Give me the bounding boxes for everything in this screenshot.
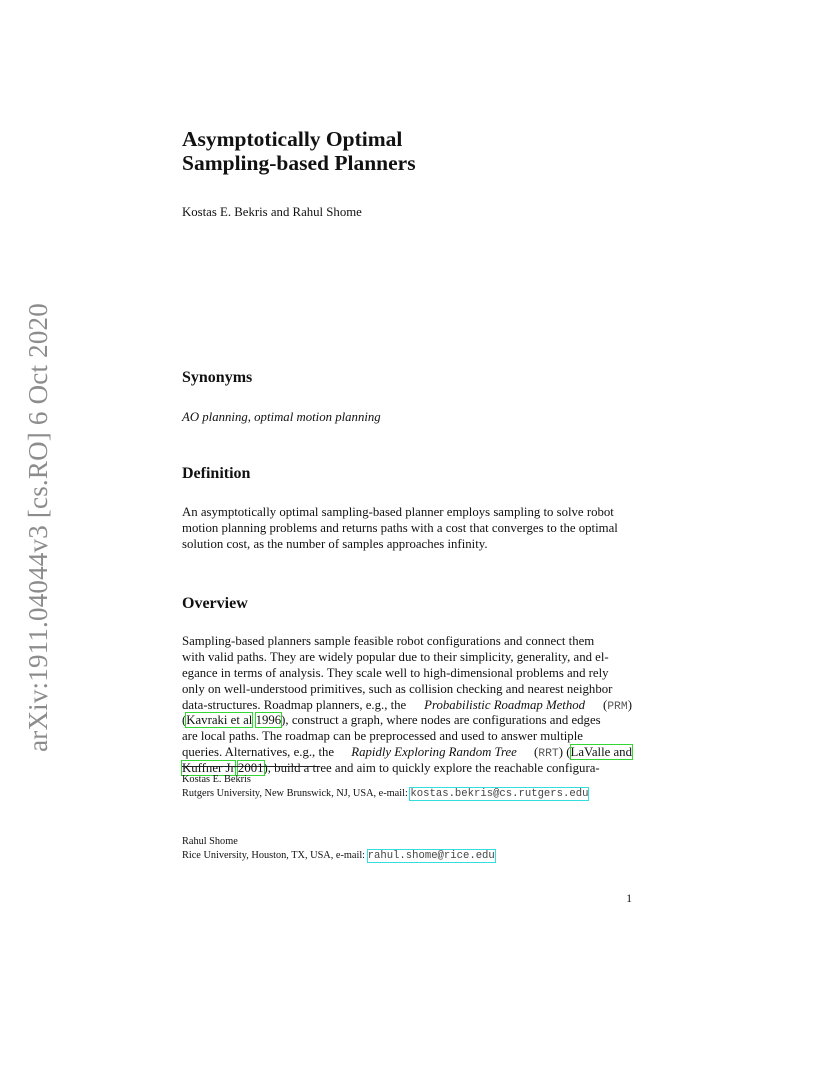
citation-lavalle-link[interactable]: LaValle and [570,745,632,760]
definition-paragraph [182,505,632,553]
arxiv-identifier-text: arXiv:1911.04044v3 [cs.RO] 6 Oct 2020 [22,302,53,752]
footnote-author-1-name: Kostas E. Bekris [182,774,251,785]
title-line-2: Sampling-based Planners [182,151,416,175]
overview-line: queries. Alternatives, e.g., the Rapidly Exploring Random Tree (RRT) (LaValle and [182,745,632,761]
overview-line: data-structures. Roadmap planners, e.g., the Probabilistic Roadmap Method (PRM) [182,697,632,713]
title-line-1: Asymptotically Optimal [182,127,403,151]
overview-line: with valid paths. They are widely popular due to their simplicity, generality, and el- [182,649,609,664]
author-list: Kostas E. Bekris and Rahul Shome [182,205,362,219]
citation-kavraki-year-link[interactable]: 1996 [255,713,282,728]
overview-line: egance in terms of analysis. They scale well to high-dimensional problems and rely [182,665,609,680]
definition-heading: Definition [182,465,251,482]
overview-line: only on well-understood primitives, such as collision checking and nearest neighbor [182,681,613,696]
footnote-separator [182,766,320,767]
footnote-author-2-affiliation: Rice University, Houston, TX, USA, e-mail: rahul.shome@rice.edu [182,850,495,862]
synonyms-heading: Synonyms [182,369,253,386]
paper-title [182,127,632,175]
overview-line: Sampling-based planners sample feasible robot configurations and connect them [182,634,595,648]
overview-heading: Overview [182,595,248,612]
footnote-author-1-affiliation: Rutgers University, New Brunswick, NJ, USA, e-mail: kostas.bekris@cs.rutgers.edu [182,788,589,800]
footnote-author-2-name: Rahul Shome [182,836,238,847]
definition-line: solution cost, as the number of samples approaches infinity. [182,536,488,551]
prm-abbreviation: PRM [607,700,628,713]
email-link-shome[interactable]: rahul.shome@rice.edu [367,850,495,862]
citation-kavraki-link[interactable]: Kavraki et al [186,713,253,728]
footnote-author-2 [182,835,632,863]
overview-line: are local paths. The roadmap can be preprocessed and used to answer multiple [182,729,583,744]
synonyms-text: AO planning, optimal motion planning [182,410,381,424]
overview-paragraph [182,634,632,777]
definition-line: An asymptotically optimal sampling-based planner employs sampling to solve robot [182,505,614,519]
overview-line: Kuffner Jr 2001), build a tree and aim to quickly explore the reachable configura- [182,761,600,776]
footnote-author-1 [182,773,632,801]
overview-line: (Kavraki et al 1996), construct a graph, where nodes are configurations and edges [182,713,601,728]
page-number: 1 [626,893,632,905]
arxiv-identifier-stamp [17,297,59,757]
email-link-bekris[interactable]: kostas.bekris@cs.rutgers.edu [410,788,589,800]
citation-kuffner-year-link[interactable]: 2001 [237,761,264,776]
rrt-abbreviation: RRT [538,748,559,761]
citation-kuffner-link[interactable]: Kuffner Jr [182,761,235,776]
definition-line: motion planning problems and returns paths with a cost that converges to the optimal [182,520,618,535]
